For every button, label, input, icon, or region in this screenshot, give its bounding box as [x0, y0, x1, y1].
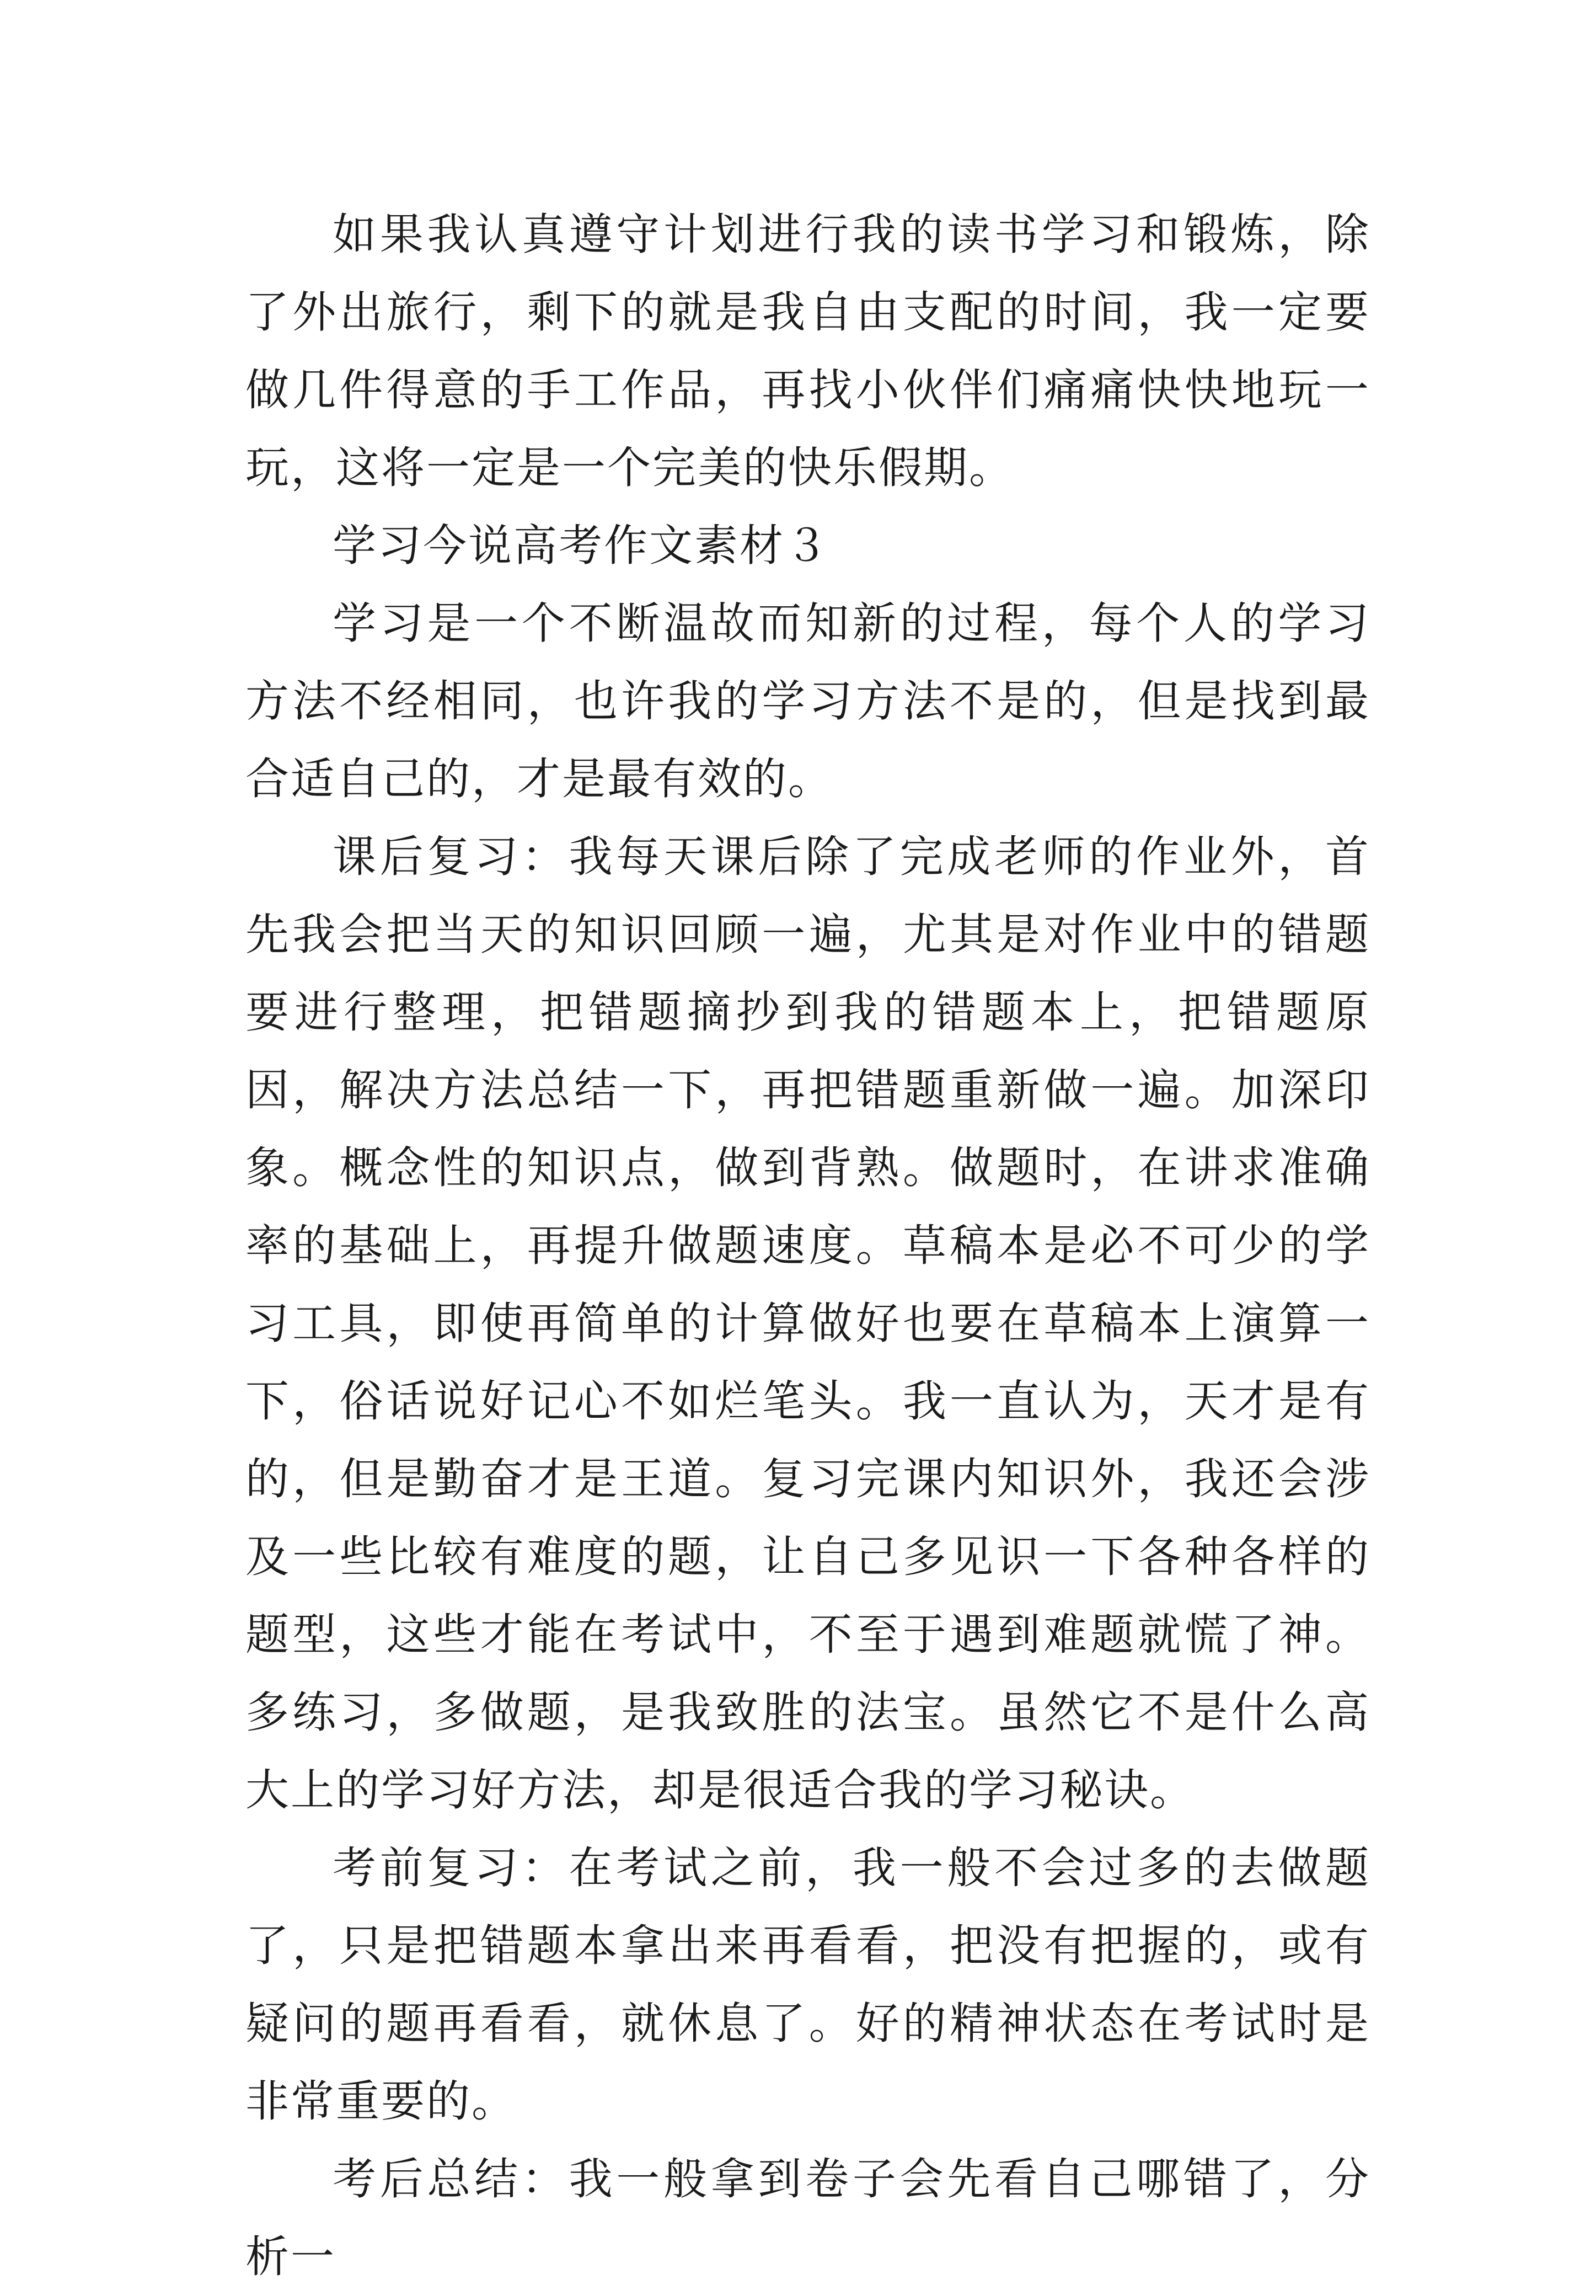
paragraph-vacation-plan: 如果我认真遵守计划进行我的读书学习和锻炼，除了外出旅行，剩下的就是我自由支配的时间，我一定要做几件得意的手工作品，再找小伙伴们痛痛快快地玩一玩，这将一定是一个完美的快乐假期。	[245, 209, 1370, 493]
paragraph-post-exam-summary: 考后总结：我一般拿到卷子会先看自己哪错了，分析一	[245, 2154, 1370, 2282]
paragraph-learning-intro: 学习是一个不断温故而知新的过程，每个人的学习方法不经相同，也许我的学习方法不是的，但是找到最合适自己的，才是最有效的。	[245, 598, 1370, 804]
document-body	[245, 196, 1370, 2296]
paragraph-pre-exam-review: 考前复习：在考试之前，我一般不会过多的去做题了，只是把错题本拿出来再看看，把没有把握的，或有疑问的题再看看，就休息了。好的精神状态在考试时是非常重要的。	[245, 1843, 1370, 2127]
paragraph-after-class-review: 课后复习：我每天课后除了完成老师的作业外，首先我会把当天的知识回顾一遍，尤其是对作业中的错题要进行整理，把错题摘抄到我的错题本上，把错题原因，解决方法总结一下，再把错题重新做一遍。加深印象。概念性的知识点，做到背熟。做题时，在讲求准确率的基础上，再提升做题速度。草稿本是必不可少的学习工具，即使再简单的计算做好也要在草稿本上演算一下，俗话说好记心不如烂笔头。我一直认为，天才是有的，但是勤奋才是王道。复习完课内知识外，我还会涉及一些比较有难度的题，让自己多见识一下各种各样的题型，这些才能在考试中，不至于遇到难题就慌了神。多练习，多做题，是我致胜的法宝。虽然它不是什么高大上的学习好方法，却是很适合我的学习秘诀。	[245, 831, 1370, 1816]
section-heading: 学习今说高考作文素材３	[333, 520, 830, 571]
